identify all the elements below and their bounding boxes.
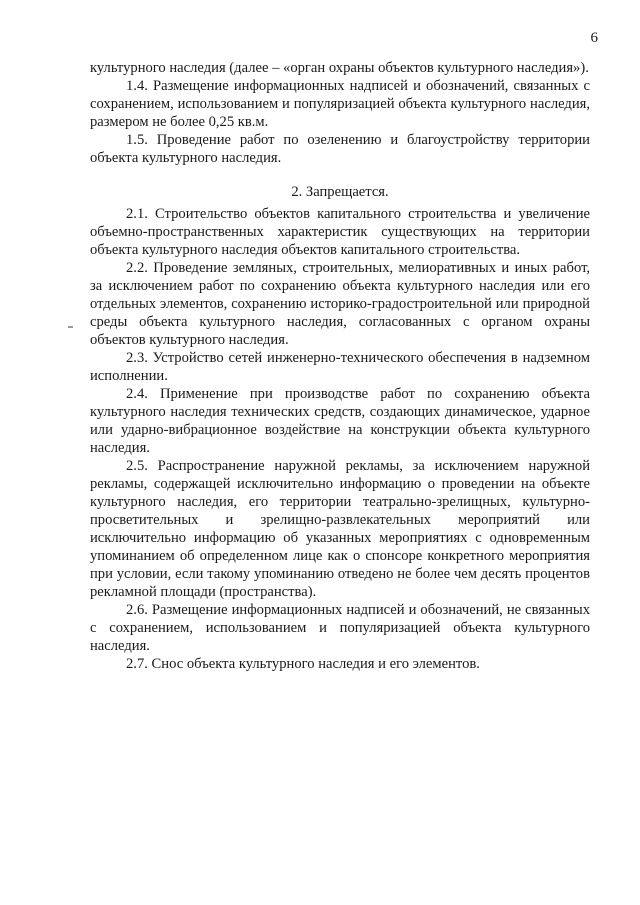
document-body	[90, 59, 590, 673]
paragraph-2-5: 2.5. Распространение наружной рекламы, за исключением наружной рекламы, содержащей исключительно информацию о проведении на объекте культурного наследия, его территории театрально-зрелищных, культурно-просветительных и зрелищно-развлекательных мероприятий или исключительно информацию об указанных мероприятиях с одновременным упоминанием об определенном лице как о спонсоре конкретного мероприятия при условии, если такому упоминанию отведено не более чем десять процентов рекламной площади (пространства).	[90, 458, 590, 600]
paragraph-1-3-continuation: культурного наследия (далее – «орган охраны объектов культурного наследия»).	[90, 60, 589, 76]
paragraph-1-4: 1.4. Размещение информационных надписей и обозначений, связанных с сохранением, использованием и популяризацией объекта культурного наследия, размером не более 0,25 кв.м.	[90, 78, 590, 130]
paragraph-2-3: 2.3. Устройство сетей инженерно-технического обеспечения в надземном исполнении.	[90, 350, 590, 384]
paragraph-2-4: 2.4. Применение при производстве работ по сохранению объекта культурного наследия технических средств, создающих динамическое, ударное или ударно-вибрационное воздействие на конструкции объекта культурного наследия.	[90, 386, 590, 456]
paragraph-2-1: 2.1. Строительство объектов капитального строительства и увеличение объемно-пространственных характеристик существующих на территории объекта культурного наследия объектов капитального строительства.	[90, 206, 590, 258]
paragraph-2-6: 2.6. Размещение информационных надписей и обозначений, не связанных с сохранением, использованием и популяризацией объекта культурного наследия.	[90, 602, 590, 654]
scan-mark	[68, 326, 73, 328]
page-number: 6	[590, 30, 598, 46]
paragraph-2-7: 2.7. Снос объекта культурного наследия и его элементов.	[126, 656, 480, 672]
paragraph-2-2: 2.2. Проведение земляных, строительных, мелиоративных и иных работ, за исключением работ по сохранению объекта культурного наследия или его отдельных элементов, сохранению историко-градостроительной или природной среды объекта культурного наследия, согласованных с органом охраны объектов культурного наследия.	[90, 260, 590, 348]
paragraph-1-5: 1.5. Проведение работ по озеленению и благоустройству территории объекта культурного наследия.	[90, 132, 590, 166]
section-2-heading: 2. Запрещается.	[291, 184, 389, 200]
